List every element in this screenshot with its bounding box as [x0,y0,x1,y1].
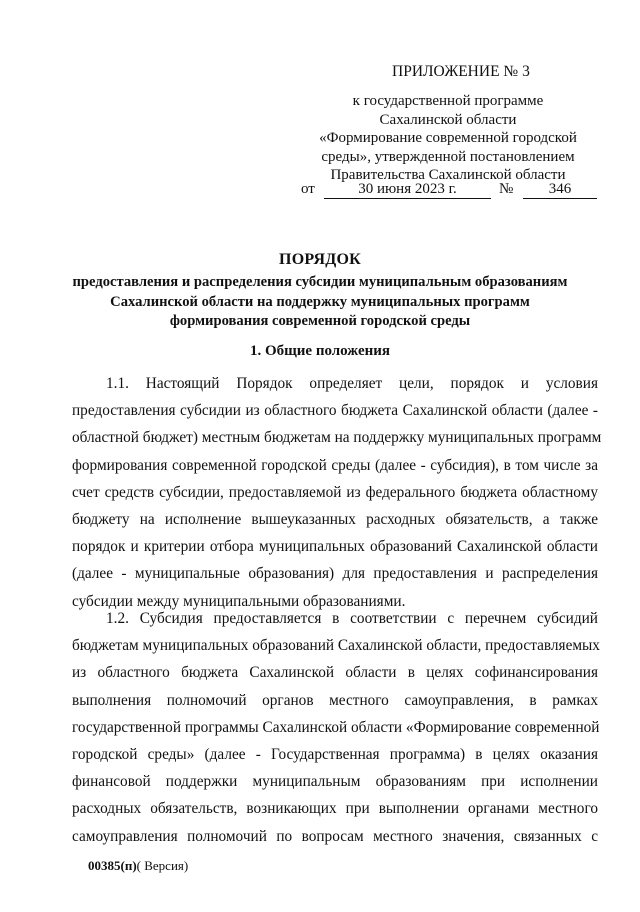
text-line: порядок и критерии отбора муниципальных образований Сахалинской области [72,538,598,556]
document-version: ( Версия) [136,858,189,873]
text-line: субсидии между муниципальными образованиями. [72,592,406,610]
text-line: счет средств субсидии, предоставляемой из федерального бюджета областному [72,483,598,501]
text-line: расходных обязательств, возникающих при выполнении органами местного [72,800,598,818]
decree-date: 30 июня 2023 г. [324,180,491,199]
text-line: самоуправления полномочий по вопросам местного значения, связанных с [72,827,598,845]
document-subtitle [66,273,574,332]
approval-reference [300,92,596,185]
appendix-label: ПРИЛОЖЕНИЕ № 3 [392,63,530,80]
text-line: бюджету на исполнение вышеуказанных расходных обязательств, а также [72,510,598,528]
approval-line: к государственной программе [352,93,544,109]
text-line: областной бюджет) местным бюджетам на поддержку муниципальных программ [72,429,602,447]
approval-line: Сахалинской области [379,111,517,128]
paragraph-1-1 [72,370,602,615]
text-line: формирования современной городской среды (далее - субсидия), в том числе за [72,456,598,474]
text-line: 1.2. Субсидия предоставляется в соответствии с перечнем субсидий [106,610,598,627]
approval-line: Правительства Сахалинской области [330,167,566,184]
paragraph-1-2 [72,605,598,850]
approval-line: среды», утвержденной постановлением [321,148,575,165]
from-label: от [301,181,315,197]
subtitle-line: предоставления и распределения субсидии муниципальным образованиям [72,274,568,290]
text-line: бюджетам муниципальных образований Сахалинской области, предоставляемых [72,637,600,655]
text-line: (далее - муниципальные образования) для предоставления и распределения [72,565,598,583]
subtitle-line: Сахалинской области на поддержку муниципальных программ [110,293,530,310]
document-title: ПОРЯДОК [279,251,361,268]
document-code: 00385(п) [88,858,137,873]
decree-number: 346 [523,180,597,199]
text-line: выполнения полномочий органов местного самоуправления, в рамках [72,691,598,709]
subtitle-line: формирования современной городской среды [169,313,471,329]
section-heading: 1. Общие положения [249,343,391,359]
text-line: финансовой поддержки муниципальным образованиям при исполнении [72,773,598,791]
number-label: № [499,181,514,197]
text-line: 1.1. Настоящий Порядок определяет цели, порядок и условия [106,375,598,392]
text-line: городской среды» (далее - Государственная программа) в целях оказания [72,745,598,763]
approval-line: «Формирование современной городской [319,130,577,147]
decree-date-number [301,180,601,200]
text-line: государственной программы Сахалинской области «Формирование современной [72,718,600,736]
text-line: из областного бюджета Сахалинской области в целях софинансирования [72,664,598,682]
text-line: предоставления субсидии из областного бюджета Сахалинской области (далее - [72,402,598,420]
document-footer [88,858,188,874]
